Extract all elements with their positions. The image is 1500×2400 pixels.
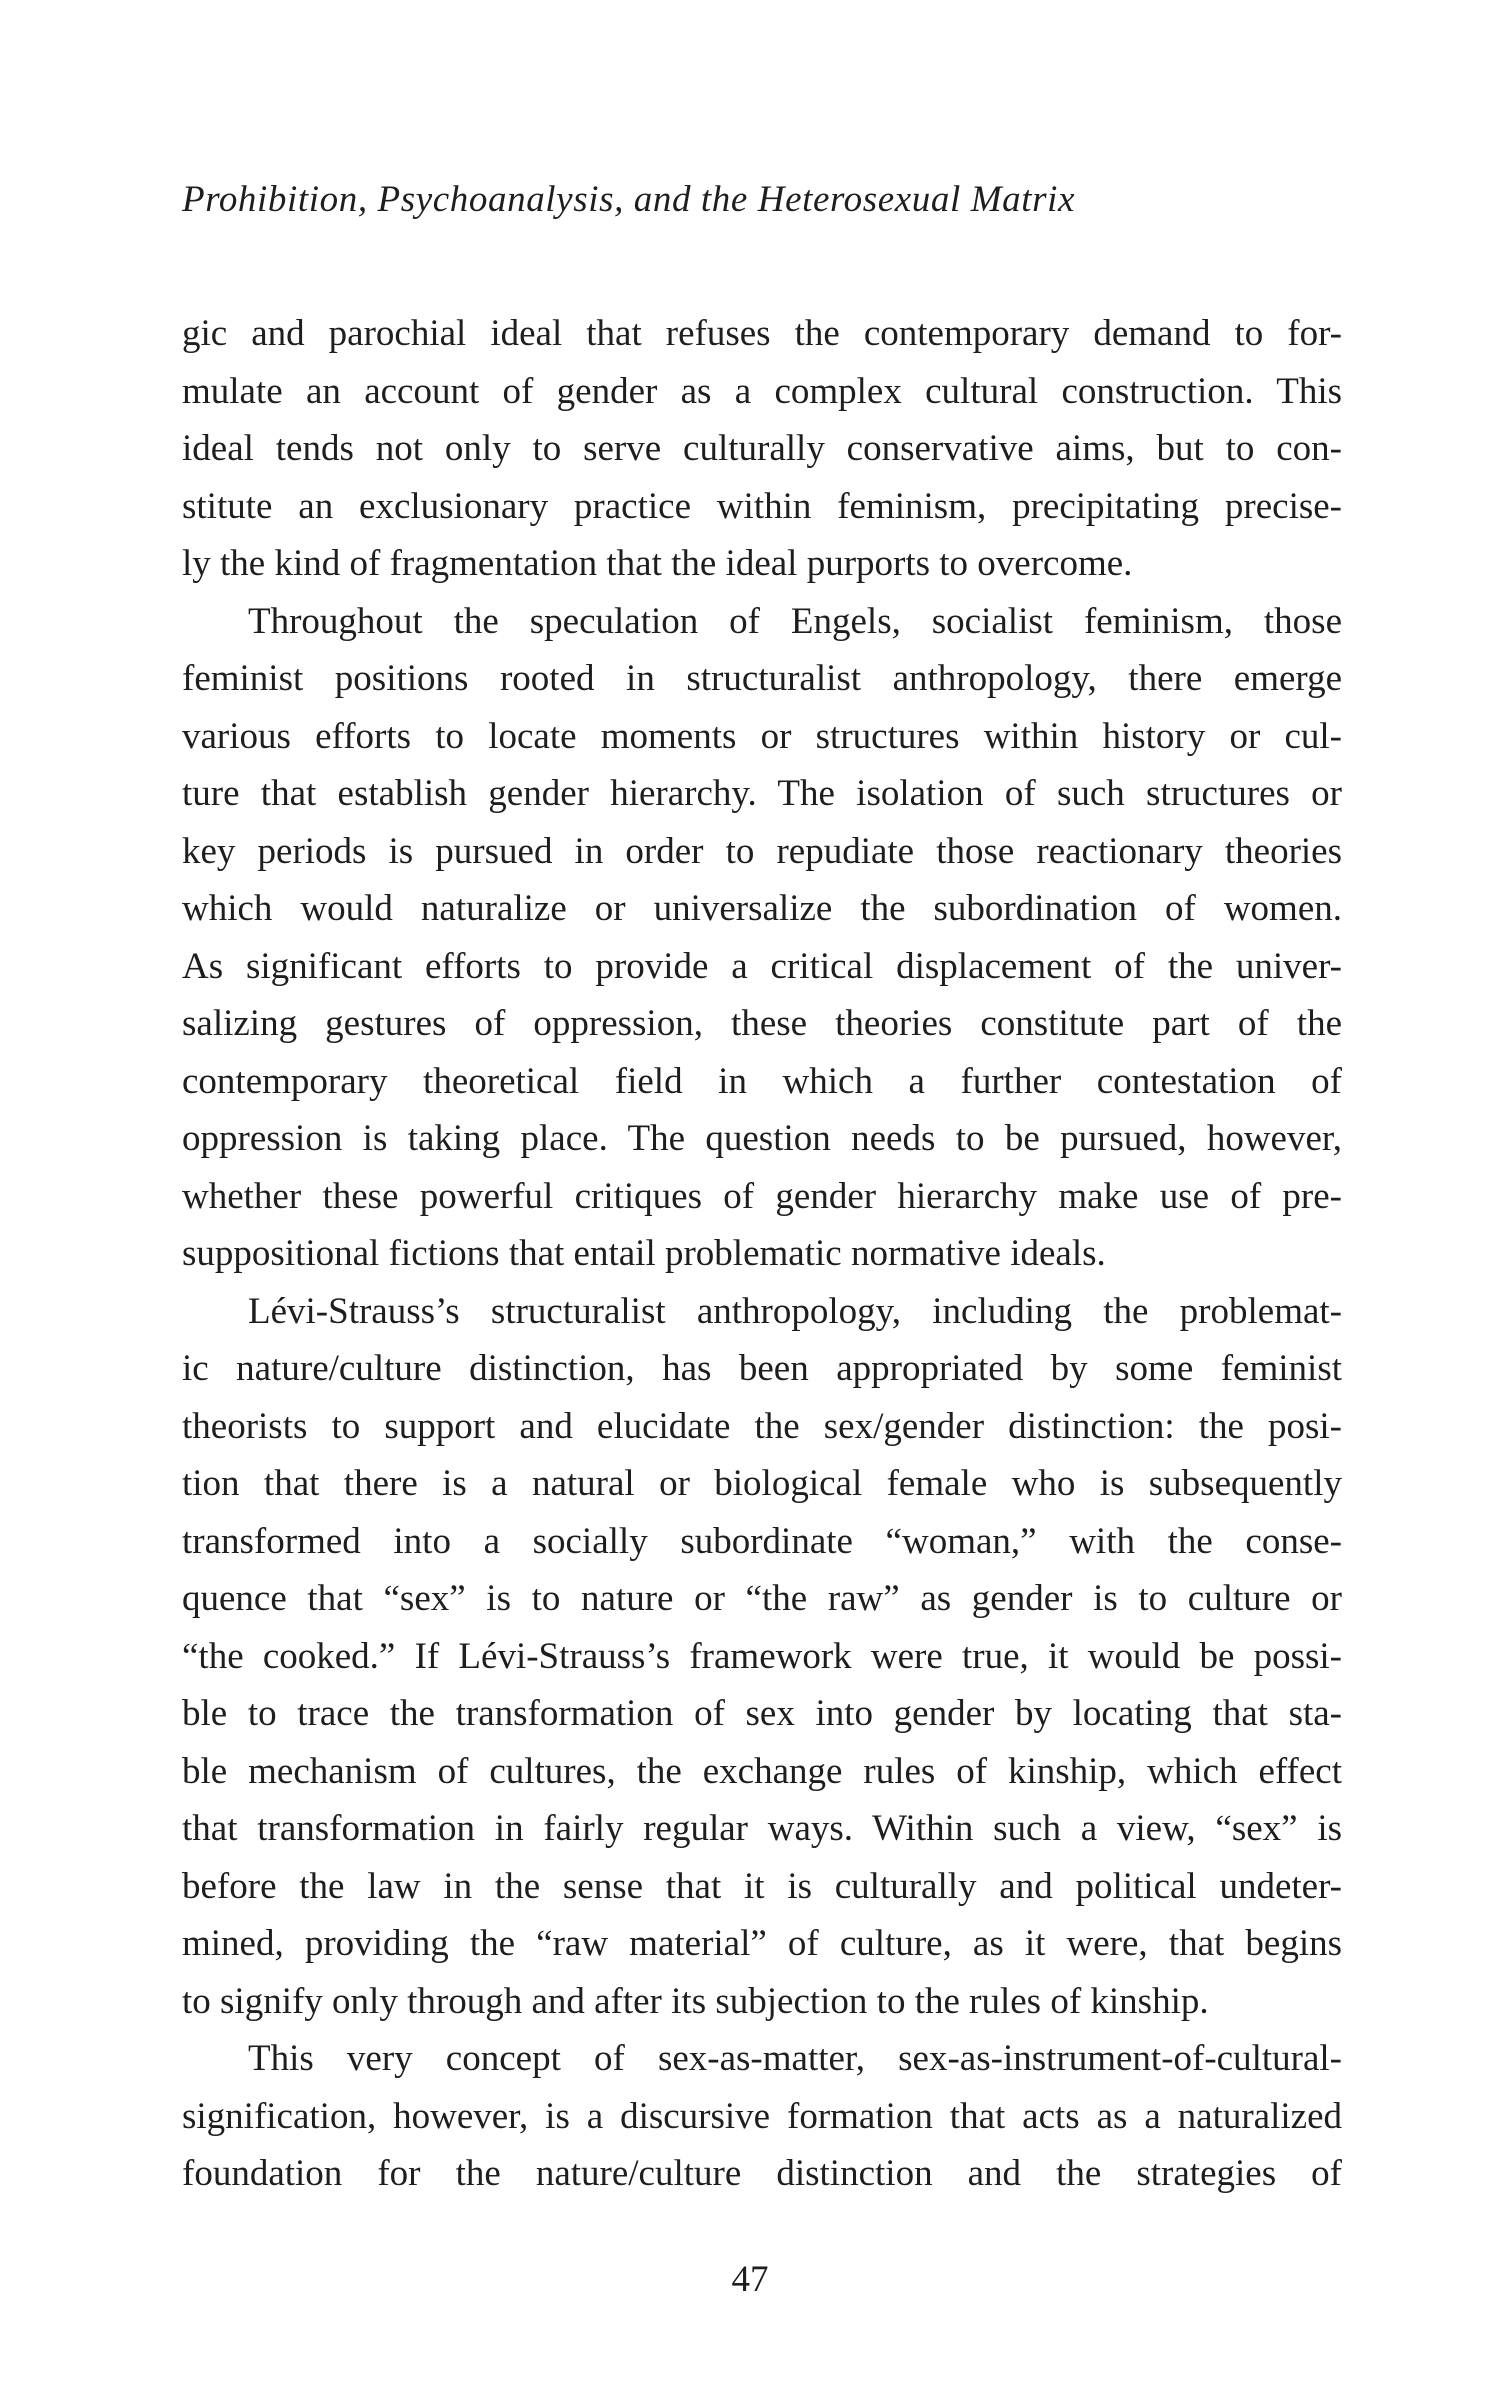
text-line: tion that there is a natural or biological female who is subsequently (182, 1463, 1342, 1504)
text-line: contemporary theoretical field in which a further contestation of (182, 1060, 1342, 1102)
text-line: salizing gestures of oppression, these theories constitute part of the (182, 1003, 1342, 1044)
text-line: mined, providing the “raw material” of culture, as it were, that begins (182, 1923, 1342, 1964)
text-line: mulate an account of gender as a complex cultural construction. This (182, 370, 1342, 412)
text-line: quence that “sex” is to nature or “the raw” as gender is to culture or (182, 1578, 1342, 1619)
text-line: theorists to support and elucidate the sex/gender distinction: the posi- (182, 1405, 1342, 1447)
text-line: Lévi-Strauss’s structuralist anthropology, including the problemat- (248, 1290, 1342, 1332)
text-line: As significant efforts to provide a critical displacement of the univer- (182, 945, 1342, 987)
text-line: key periods is pursued in order to repudiate those reactionary theories (182, 830, 1342, 872)
text-line: suppositional fictions that entail problematic normative ideals. (182, 1233, 1106, 1274)
paragraph (182, 305, 1342, 593)
text-line: ture that establish gender hierarchy. The isolation of such structures or (182, 773, 1342, 814)
text-line: that transformation in fairly regular ways. Within such a view, “sex” is (182, 1808, 1342, 1849)
text-line: This very concept of sex-as-matter, sex-as-instrument-of-cultural- (248, 2038, 1342, 2079)
text-line: before the law in the sense that it is culturally and political undeter- (182, 1865, 1342, 1907)
text-line: which would naturalize or universalize the subordination of women. (182, 888, 1342, 929)
paragraph (182, 2030, 1342, 2203)
text-line: Throughout the speculation of Engels, socialist feminism, those (248, 600, 1342, 642)
paragraph (182, 1283, 1342, 2031)
text-line: ic nature/culture distinction, has been appropriated by some feminist (182, 1348, 1342, 1389)
text-line: foundation for the nature/culture distinction and the strategies of (182, 2153, 1342, 2194)
text-line: signification, however, is a discursive formation that acts as a naturalized (182, 2095, 1342, 2137)
text-line: to signify only through and after its subjection to the rules of kinship. (182, 1980, 1209, 2022)
text-line: stitute an exclusionary practice within feminism, precipitating precise- (182, 485, 1342, 527)
text-line: ideal tends not only to serve culturally conservative aims, but to con- (182, 428, 1342, 469)
text-line: ble to trace the transformation of sex into gender by locating that sta- (182, 1693, 1342, 1734)
text-line: oppression is taking place. The question needs to be pursued, however, (182, 1118, 1342, 1159)
text-line: gic and parochial ideal that refuses the contemporary demand to for- (182, 313, 1342, 354)
text-line: ble mechanism of cultures, the exchange rules of kinship, which effect (182, 1750, 1342, 1792)
text-line: “the cooked.” If Lévi-Strauss’s framework were true, it would be possi- (182, 1635, 1342, 1677)
text-line: ly the kind of fragmentation that the ideal purports to overcome. (182, 543, 1133, 584)
text-line: whether these powerful critiques of gender hierarchy make use of pre- (182, 1175, 1342, 1217)
body-text (182, 305, 1342, 2203)
page-number: 47 (731, 2259, 769, 2300)
text-line: various efforts to locate moments or structures within history or cul- (182, 715, 1342, 757)
text-line: feminist positions rooted in structuralist anthropology, there emerge (182, 658, 1342, 699)
text-line: transformed into a socially subordinate “woman,” with the conse- (182, 1520, 1342, 1562)
running-head: Prohibition, Psychoanalysis, and the Heterosexual Matrix (182, 179, 1076, 220)
paragraph (182, 593, 1342, 1283)
